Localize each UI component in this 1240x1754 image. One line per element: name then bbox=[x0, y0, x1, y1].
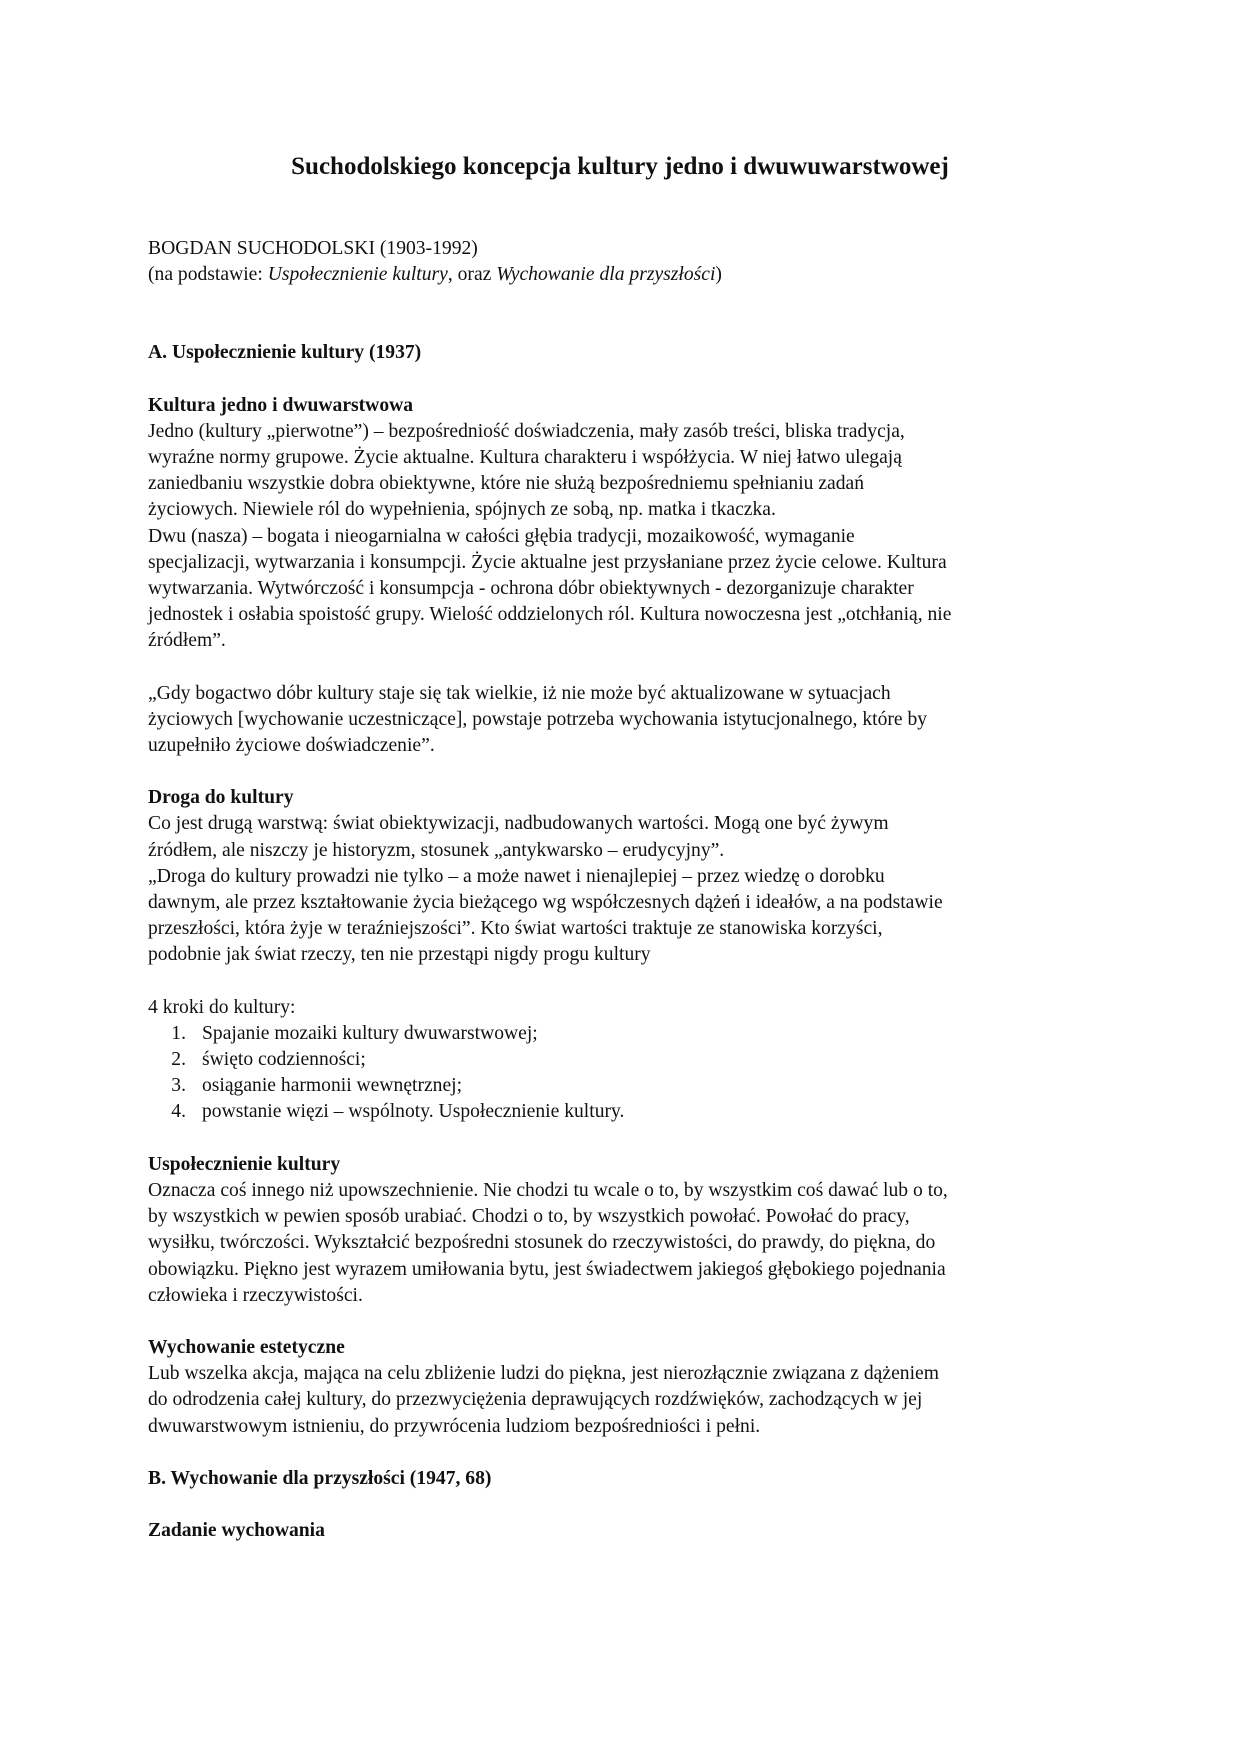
section-a-heading: A. Uspołecznienie kultury (1937) bbox=[148, 342, 422, 364]
paragraph-line: obowiązku. Piękno jest wyrazem umiłowania bytu, jest świadectwem jakiegoś głębokiego pojednania bbox=[148, 1258, 946, 1280]
paragraph-line: wyraźne normy grupowe. Życie aktualne. Kultura charakteru i współżycia. W niej łatwo ulegają bbox=[148, 447, 902, 469]
author-line: BOGDAN SUCHODOLSKI (1903-1992) bbox=[148, 238, 478, 259]
paragraph-line: zaniedbaniu wszystkie dobra obiektywne, które nie służą bezpośredniemu spełnianiu zadań bbox=[148, 473, 865, 495]
paragraph-line: by wszystkich w pewien sposób urabiać. Chodzi o to, by wszystkich powołać. Powołać do pracy, bbox=[148, 1206, 910, 1228]
paragraph-line: podobnie jak świat rzeczy, ten nie przestąpi nigdy progu kultury bbox=[148, 944, 651, 966]
paragraph-line: przeszłości, która żyje w teraźniejszości”. Kto świat wartości traktuje ze stanowiska korzyści, bbox=[148, 918, 883, 940]
list-item: 2. święto codzienności; bbox=[171, 1049, 366, 1071]
paragraph-line: źródłem”. bbox=[148, 630, 226, 652]
section-b-heading: B. Wychowanie dla przyszłości (1947, 68) bbox=[148, 1467, 492, 1489]
source-work-1: Uspołecznienie kultury bbox=[267, 264, 448, 286]
quote-line: życiowych [wychowanie uczestniczące], powstaje potrzeba wychowania istytucjonalnego, które by bbox=[148, 708, 928, 730]
source-line: (na podstawie: Uspołecznienie kultury, oraz Wychowanie dla przyszłości) bbox=[148, 264, 722, 286]
list-item: 1. Spajanie mozaiki kultury dwuwarstwowej; bbox=[171, 1022, 538, 1044]
paragraph-line: Lub wszelka akcja, mająca na celu zbliżenie ludzi do piękna, jest nierozłącznie związana z dążeniem bbox=[148, 1363, 939, 1385]
paragraph-line: źródłem, ale niszczy je historyzm, stosunek „antykwarsko – erudycyjny”. bbox=[148, 839, 725, 861]
paragraph-line: Dwu (nasza) – bogata i nieogarnialna w całości głębia tradycji, mozaikowość, wymaganie bbox=[148, 525, 855, 547]
list-item: 3. osiąganie harmonii wewnętrznej; bbox=[171, 1075, 463, 1097]
subsection-heading: Kultura jedno i dwuwarstwowa bbox=[148, 394, 414, 416]
paragraph-line: Jedno (kultury „pierwotne”) – bezpośredniość doświadczenia, mały zasób treści, bliska tradycja, bbox=[148, 420, 905, 442]
subsection-heading: Zadanie wychowania bbox=[148, 1519, 325, 1541]
paragraph-line: wytwarzania. Wytwórczość i konsumpcja - ochrona dóbr obiektywnych - dezorganizuje charakter bbox=[148, 578, 914, 600]
paragraph-line: jednostek i osłabia spoistość grupy. Wielość oddzielonych ról. Kultura nowoczesna jest „otchłanią, nie bbox=[148, 604, 952, 626]
paragraph-line: „Droga do kultury prowadzi nie tylko – a może nawet i nienajlepiej – przez wiedzę o dorobku bbox=[148, 865, 885, 887]
document-body bbox=[148, 236, 1094, 1544]
steps-intro: 4 kroki do kultury: bbox=[148, 996, 296, 1018]
paragraph-line: Oznacza coś innego niż upowszechnienie. Nie chodzi tu wcale o to, by wszystkim coś dawać lub o to, bbox=[148, 1179, 948, 1201]
subsection-heading: Droga do kultury bbox=[148, 787, 294, 809]
document-title: Suchodolskiego koncepcja kultury jedno i dwuwuwarstwowej bbox=[291, 153, 949, 180]
paragraph-line: wysiłku, twórczości. Wykształcić bezpośredni stosunek do rzeczywistości, do prawdy, do piękna, do bbox=[148, 1232, 936, 1254]
list-item: 4. powstanie więzi – wspólnoty. Uspołecznienie kultury. bbox=[171, 1101, 625, 1123]
paragraph-line: do odrodzenia całej kultury, do przezwyciężenia deprawujących rozdźwięków, zachodzących w jej bbox=[148, 1389, 923, 1411]
subsection-heading: Wychowanie estetyczne bbox=[148, 1336, 345, 1358]
paragraph-line: specjalizacji, wytwarzania i konsumpcji. Życie aktualne jest przysłaniane przez życie celowe. Kultura bbox=[148, 551, 947, 573]
quote-line: „Gdy bogactwo dóbr kultury staje się tak wielkie, iż nie może być aktualizowane w sytuacjach bbox=[148, 682, 891, 704]
paragraph-line: człowieka i rzeczywistości. bbox=[148, 1284, 363, 1306]
subsection-heading: Uspołecznienie kultury bbox=[148, 1153, 341, 1175]
source-work-2: Wychowanie dla przyszłości bbox=[496, 264, 716, 286]
quote-line: uzupełniło życiowe doświadczenie”. bbox=[148, 735, 435, 757]
paragraph-line: dawnym, ale przez kształtowanie życia bieżącego wg współczesnych dążeń i ideałów, a na podstawie bbox=[148, 892, 943, 914]
steps-list bbox=[148, 1021, 1094, 1126]
paragraph-line: Co jest drugą warstwą: świat obiektywizacji, nadbudowanych wartości. Mogą one być żywym bbox=[148, 813, 889, 835]
paragraph-line: życiowych. Niewiele ról do wypełnienia, spójnych ze sobą, np. matka i tkaczka. bbox=[148, 499, 776, 521]
paragraph-line: dwuwarstwowym istnieniu, do przywrócenia ludziom bezpośredniości i pełni. bbox=[148, 1415, 761, 1437]
